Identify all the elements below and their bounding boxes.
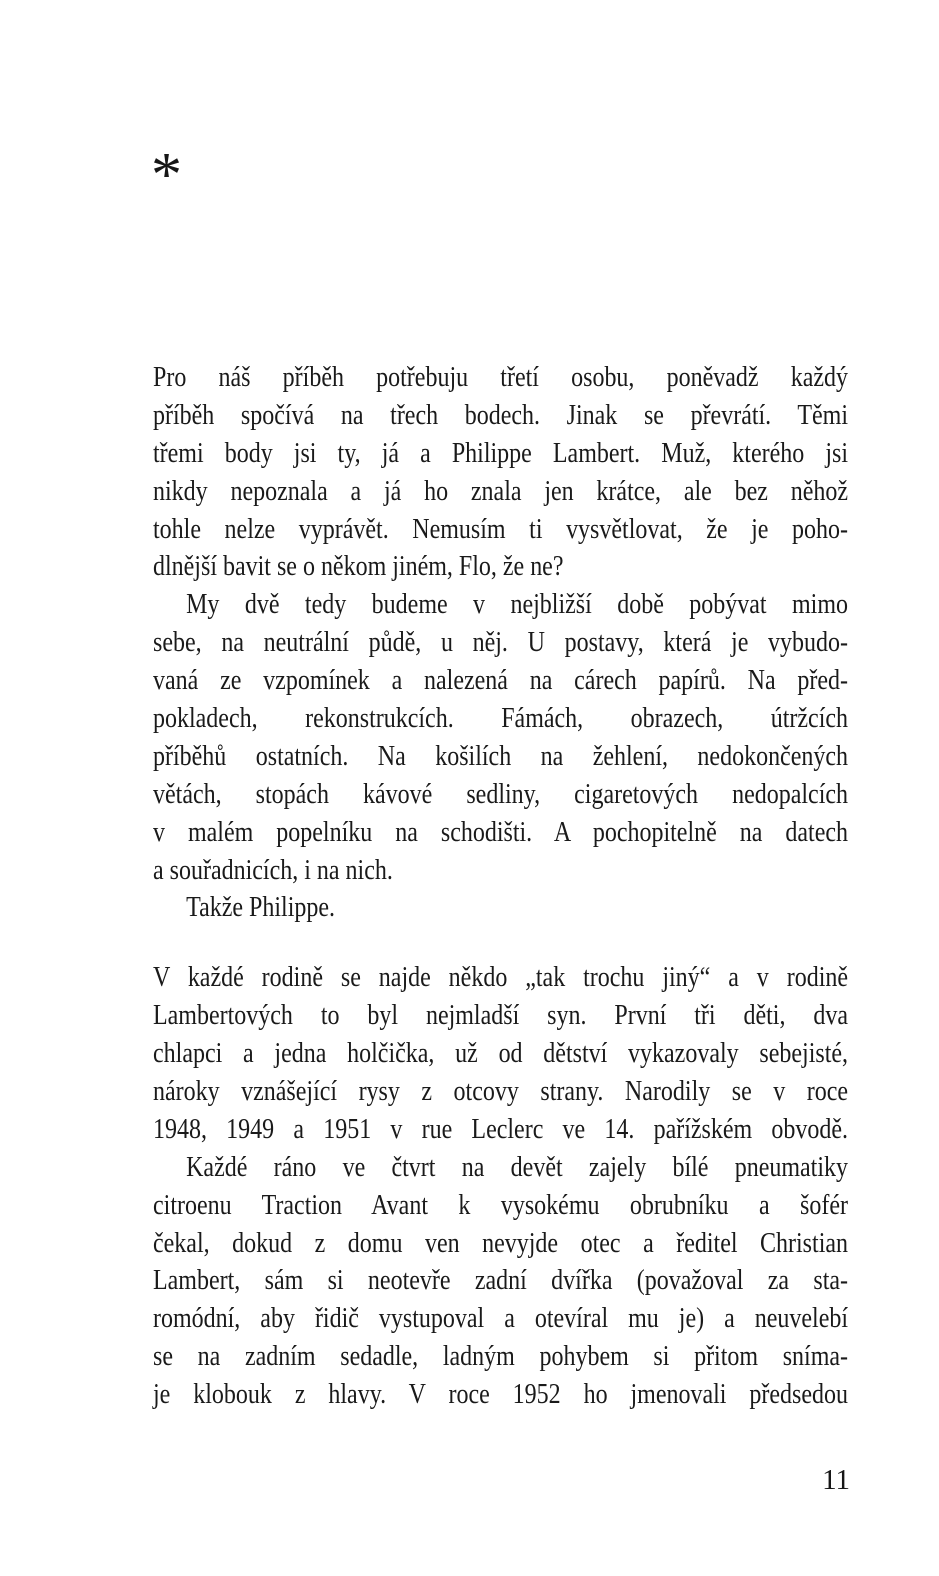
text-line: romódní, aby řidič vystupoval a otevíral mu je) a neuvelebí	[153, 1302, 849, 1335]
text-line: dlnější bavit se o někom jiném, Flo, že ne?	[153, 550, 564, 583]
text-line: Takže Philippe.	[186, 891, 336, 924]
text-line: My dvě tedy budeme v nejbližší době pobývat mimo	[186, 588, 849, 621]
text-line: třemi body jsi ty, já a Philippe Lambert. Muž, kterého jsi	[153, 436, 849, 469]
page-number: 11	[822, 1464, 850, 1496]
text-line: Pro náš příběh potřebuju třetí osobu, poněvadž každý	[153, 361, 849, 393]
text-line: se na zadním sedadle, ladným pohybem si přitom sníma-	[153, 1340, 849, 1373]
text-line: příběh spočívá na třech bodech. Jinak se převrátí. Těmi	[153, 398, 849, 431]
text-line: tohle nelze vyprávět. Nemusím ti vysvětlovat, že je poho-	[153, 512, 849, 545]
text-line: 1948, 1949 a 1951 v rue Leclerc ve 14. pařížském obvodě.	[153, 1112, 849, 1145]
text-line: nikdy nepoznala a já ho znala jen krátce, ale bez něhož	[153, 474, 849, 507]
section-ornament-asterisk: *	[151, 141, 182, 209]
text-line: je klobouk z hlavy. V roce 1952 ho jmenovali předsedou	[153, 1378, 849, 1411]
text-line: vaná ze vzpomínek a nalezená na cárech papírů. Na před-	[153, 664, 849, 697]
text-line: příběhů ostatních. Na košilích na žehlení, nedokončených	[153, 739, 849, 772]
text-line: větách, stopách kávové sedliny, cigaretových nedopalcích	[153, 777, 849, 810]
text-line: Každé ráno ve čtvrt na devět zajely bílé pneumatiky	[186, 1150, 849, 1183]
text-line: pokladech, rekonstrukcích. Fámách, obrazech, útržcích	[153, 702, 849, 735]
text-block	[153, 359, 848, 1414]
text-line: chlapci a jedna holčička, už od dětství vykazovaly sebejisté,	[153, 1037, 849, 1070]
text-line: V každé rodině se najde někdo „tak trochu jiný“ a v rodině	[153, 961, 849, 994]
text-line: a souřadnicích, i na nich.	[153, 853, 393, 886]
text-line: nároky vznášející rysy z otcovy strany. Narodily se v roce	[153, 1075, 849, 1108]
text-line: v malém popelníku na schodišti. A pochopitelně na datech	[153, 815, 849, 848]
text-line: sebe, na neutrální půdě, u něj. U postavy, která je vybudo-	[153, 626, 849, 659]
text-line: Lambert, sám si neotevře zadní dvířka (považoval za sta-	[153, 1264, 849, 1297]
text-line: Lambertových to byl nejmladší syn. První tři děti, dva	[153, 999, 849, 1032]
section-break	[153, 927, 848, 959]
text-line: citroenu Traction Avant k vysokému obrubníku a šofér	[153, 1188, 849, 1221]
text-line: čekal, dokud z domu ven nevyjde otec a ředitel Christian	[153, 1226, 849, 1259]
